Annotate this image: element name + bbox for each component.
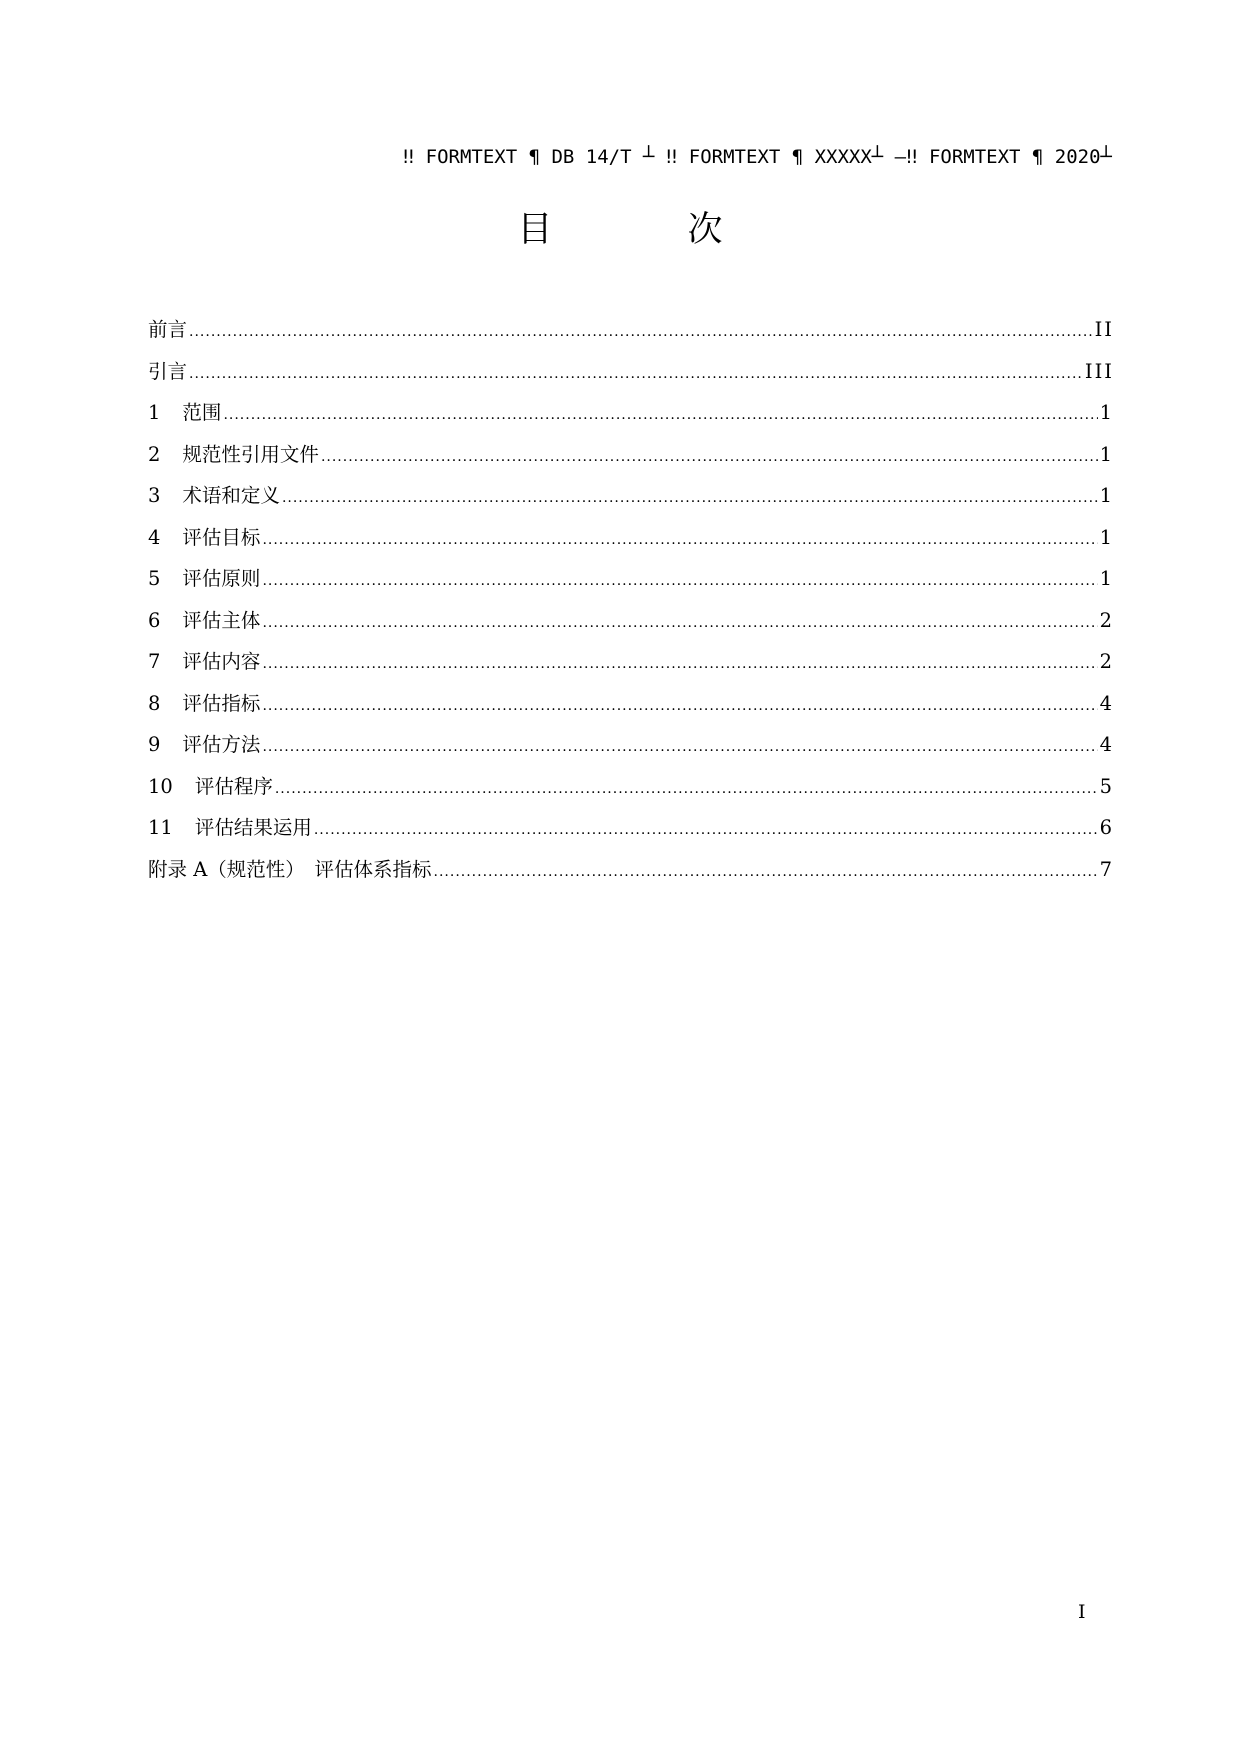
toc-entry-page: 4 bbox=[1099, 733, 1114, 756]
toc-entry-label: 评估方法 bbox=[182, 733, 261, 756]
toc-leader-dots bbox=[262, 608, 1097, 638]
toc-entry-number: 5 bbox=[148, 567, 161, 590]
toc-entry-label: 规范性引用文件 bbox=[182, 442, 319, 466]
toc-leader-dots bbox=[321, 442, 1098, 472]
toc-entry-introduction[interactable] bbox=[148, 357, 1114, 399]
toc-leader-dots bbox=[434, 857, 1098, 887]
toc-entry-1[interactable] bbox=[148, 398, 1114, 440]
toc-entry-number: 6 bbox=[148, 608, 161, 632]
toc-entry-page: III bbox=[1084, 359, 1114, 383]
toc-entry-number: 8 bbox=[148, 691, 161, 715]
toc-entry-11[interactable] bbox=[148, 813, 1114, 855]
toc-entry-page: II bbox=[1094, 318, 1114, 341]
toc-entry-label: 评估指标 bbox=[182, 691, 261, 715]
toc-entry-appendix-a[interactable] bbox=[148, 855, 1114, 897]
table-of-contents bbox=[148, 315, 1114, 896]
document-header: ‼ FORMTEXT ¶ DB 14/T ┴ ‼ FORMTEXT ¶ XXXXX┴ —‼ FORMTEXT ¶ 2020┴ bbox=[402, 146, 1112, 168]
toc-entry-number: 10 bbox=[148, 774, 173, 798]
toc-entry-page: 1 bbox=[1099, 484, 1114, 507]
toc-entry-page: 2 bbox=[1099, 608, 1114, 632]
toc-leader-dots bbox=[223, 400, 1097, 430]
toc-leader-dots bbox=[262, 525, 1097, 555]
toc-entry-page: 1 bbox=[1099, 442, 1114, 466]
toc-entry-8[interactable] bbox=[148, 689, 1114, 731]
toc-entry-10[interactable] bbox=[148, 772, 1114, 814]
toc-entry-number: 4 bbox=[148, 525, 161, 549]
toc-leader-dots bbox=[262, 691, 1097, 721]
toc-entry-page: 7 bbox=[1099, 857, 1114, 881]
toc-entry-label: 评估内容 bbox=[182, 650, 261, 673]
toc-entry-7[interactable] bbox=[148, 647, 1114, 689]
page-number: I bbox=[1078, 1601, 1086, 1623]
toc-entry-label: 前言 bbox=[148, 318, 188, 341]
page-title: 目 次 bbox=[517, 210, 785, 250]
toc-entry-page: 1 bbox=[1099, 567, 1114, 590]
toc-entry-4[interactable] bbox=[148, 523, 1114, 565]
toc-entry-label: 评估目标 bbox=[182, 525, 261, 549]
toc-entry-page: 1 bbox=[1099, 525, 1114, 549]
toc-entry-label: 评估主体 bbox=[182, 608, 261, 632]
toc-entry-number: 7 bbox=[148, 650, 161, 673]
toc-entry-number: 3 bbox=[148, 484, 161, 507]
toc-entry-number: 1 bbox=[148, 401, 161, 424]
toc-entry-foreword[interactable] bbox=[148, 315, 1114, 357]
toc-entry-3[interactable] bbox=[148, 481, 1114, 523]
toc-entry-label: 评估程序 bbox=[194, 774, 273, 798]
toc-entry-number: 11 bbox=[148, 816, 173, 839]
toc-entry-label: 范围 bbox=[182, 401, 222, 424]
toc-entry-page: 6 bbox=[1099, 816, 1114, 839]
toc-leader-dots bbox=[262, 649, 1097, 679]
toc-entry-5[interactable] bbox=[148, 564, 1114, 606]
toc-entry-label: 附录 A（规范性） 评估体系指标 bbox=[148, 857, 432, 881]
toc-entry-label: 引言 bbox=[148, 359, 188, 383]
toc-entry-number: 2 bbox=[148, 442, 161, 466]
toc-leader-dots bbox=[189, 317, 1093, 347]
toc-leader-dots bbox=[262, 732, 1097, 762]
toc-entry-number: 9 bbox=[148, 733, 161, 756]
toc-leader-dots bbox=[282, 483, 1098, 513]
toc-entry-page: 2 bbox=[1099, 650, 1114, 673]
toc-entry-2[interactable] bbox=[148, 440, 1114, 482]
toc-leader-dots bbox=[189, 359, 1083, 389]
toc-entry-page: 5 bbox=[1099, 774, 1114, 798]
toc-entry-9[interactable] bbox=[148, 730, 1114, 772]
toc-entry-page: 1 bbox=[1099, 401, 1114, 424]
toc-entry-page: 4 bbox=[1099, 691, 1114, 715]
toc-entry-label: 术语和定义 bbox=[182, 484, 280, 507]
toc-leader-dots bbox=[314, 815, 1098, 845]
toc-entry-label: 评估结果运用 bbox=[194, 816, 312, 839]
toc-leader-dots bbox=[262, 566, 1097, 596]
toc-leader-dots bbox=[275, 774, 1098, 804]
toc-entry-6[interactable] bbox=[148, 606, 1114, 648]
toc-entry-label: 评估原则 bbox=[182, 567, 261, 590]
